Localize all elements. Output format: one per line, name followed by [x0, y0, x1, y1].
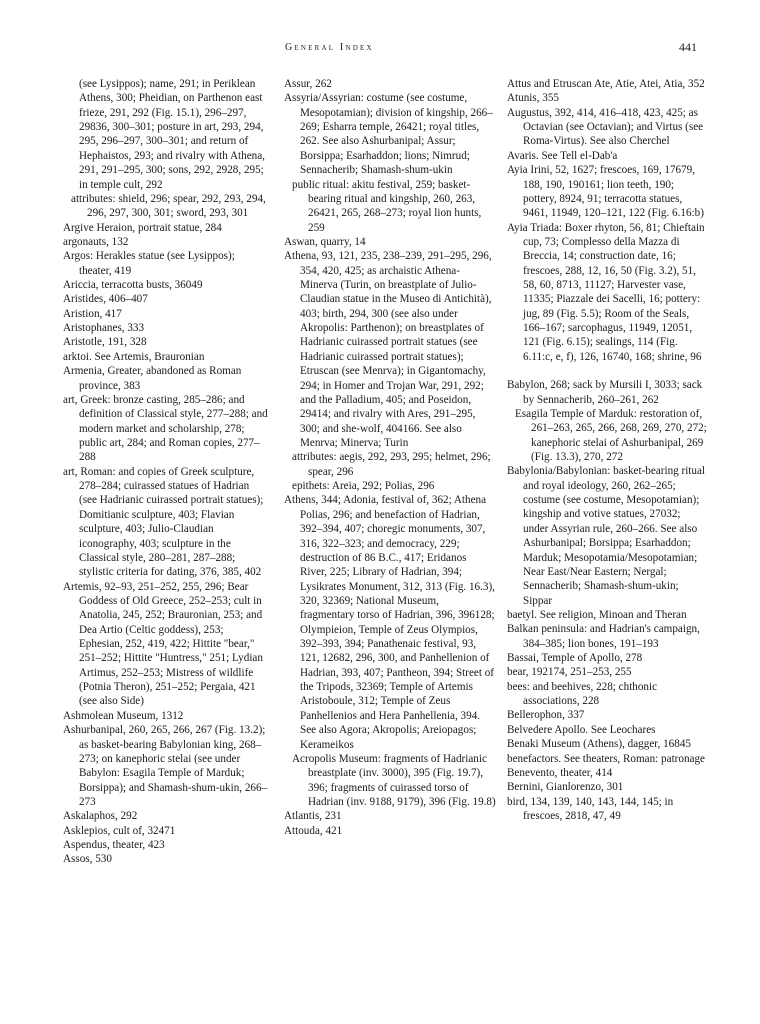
index-entry: Aristion, 417 — [63, 307, 122, 320]
index-subentry: public ritual: akitu festival, 259; basket-bearing ritual and kingship, 260, 263, 26421, 265, 268–273; royal lion hunts, 259 — [292, 178, 482, 234]
index-entry: Athena, 93, 121, 235, 238–239, 291–295, 296, 354, 420, 425; as archaistic Athena-Minerva (Turin, on breastplate of Julio-Claudian statue in the Museo di Antichità), 403; birth, 294, 300 (see also under Akropolis: Parthenon); on breastplates of Hadrianic cuirassed portrait statues (see Hadrianic cuirassed portrait statues); Etruscan (see Menrva); in Gigantomachy, 294; in Homer and Trojan War, 291, 292; and the Palladium, 405; and Poseidon, 29414; and rivalry with Ares, 291–295, 300; and she-wolf, 404166. See also Menrva; Minerva; Turin — [284, 250, 492, 449]
index-column-1 — [63, 77, 268, 867]
index-entry: baetyl. See religion, Minoan and Theran — [507, 608, 687, 621]
page-number: 441 — [679, 40, 697, 54]
index-subentry: Esagila Temple of Marduk: restoration of, 261–263, 265, 266, 268, 269, 270, 272; kanephoric stelai of Ashurbanipal, 269 (Fig. 13.3), 270, 272 — [515, 407, 707, 463]
index-entry: art, Greek: bronze casting, 285–286; and definition of Classical style, 277–288; and modern market and scholarship, 278; public art, 284; and Roman copies, 277–288 — [63, 393, 268, 464]
index-column-3 — [507, 77, 707, 823]
index-entry: Assur, 262 — [284, 78, 332, 90]
index-entry: argonauts, 132 — [63, 235, 129, 248]
index-entry: Ashurbanipal, 260, 265, 266, 267 (Fig. 13.2); as basket-bearing Babylonian king, 268–273; on kanephoric stelai (see under Babylon: Esagila Temple of Marduk; Borsippa); and Shamash-shum-ukin, 266–273 — [63, 724, 268, 808]
index-entry: Aswan, quarry, 14 — [284, 235, 366, 248]
index-column-2 — [284, 77, 496, 838]
index-entry: Armenia, Greater, abandoned as Roman province, 383 — [63, 365, 242, 392]
index-entry: Ashmolean Museum, 1312 — [63, 709, 184, 722]
running-title: General Index — [285, 42, 374, 53]
index-entry: (see Lysippos); name, 291; in Periklean Athens, 300; Pheidian, on Parthenon east frieze, 291, 292 (Fig. 15.1), 296–297, 29836, 300–301; posture in art, 293, 294, 295, 296–297, 300–301; and return of Hephaistos, 293; and rivalry with Athena, 291, 291–295, 300; sons, 292, 2928, 295; in temple cult, 292 — [79, 78, 265, 191]
index-entry: Athens, 344; Adonia, festival of, 362; Athena Polias, 296; and benefaction of Hadrian, 392–394, 407; choregic monuments, 307, 316, 322–323; and democracy, 229; destruction of 86 B.C., 417; Eridanos River, 225; Library of Hadrian, 394; Lysikrates Monument, 312, 313 (Fig. 16.3), 320, 32369; National Museum, fragmentary torso of Hadrian, 396, 396128; Olympieion, Temple of Zeus Olympios, 392–393, 394; Panathenaic festival, 93, 121, 12682, 296, 300, and Panhellenion of Hadrian, 393, 407; Pantheon, 394; Street of the Tripods, 32369; Temple of Artemis Aristoboule, 312; Temple of Zeus Panhellenios and Hera Panhellenia, 394. See also Agora; Akropolis; Areiopagos; Kerameikos — [284, 494, 495, 751]
index-entry: Bassai, Temple of Apollo, 278 — [507, 652, 643, 665]
index-entry: Argive Heraion, portrait statue, 284 — [63, 221, 222, 234]
index-entry: Babylonia/Babylonian: basket-bearing ritual and royal ideology, 260, 262–265; costume (see costume, Mesopotamian); kingship and votive statues, 27032; under Assyrian rule, 260–266. See also Ashurbanipal; Borsippa; Esarhaddon; Marduk; Mesopotamia/Mesopotamian; Near East/Near Eastern; Nergal; Sennacherib; Shamash-shum-ukin; Sippar — [507, 465, 706, 607]
index-entry: Babylon, 268; sack by Mursili I, 3033; sack by Sennacherib, 260–261, 262 — [507, 379, 703, 406]
index-entry: Benaki Museum (Athens), dagger, 16845 — [507, 738, 691, 751]
running-header — [0, 42, 760, 58]
index-entry: arktoi. See Artemis, Brauronian — [63, 350, 205, 363]
index-entry: Argos: Herakles statue (see Lysippos); theater, 419 — [63, 250, 235, 277]
index-entry: bees: and beehives, 228; chthonic associations, 228 — [507, 680, 658, 708]
index-entry: Bellerophon, 337 — [507, 709, 585, 722]
index-entry: Ayia Irini, 52, 1627; frescoes, 169, 17679, 188, 190, 190161; lion teeth, 190; pottery, 8924, 91; terracotta statues, 9461, 11949, 120–121, 122 (Fig. 6.16:b) — [507, 164, 704, 220]
index-entry: Avaris. See Tell el-Dab'a — [507, 149, 618, 162]
index-entry: Balkan peninsula: and Hadrian's campaign, 384–385; lion bones, 191–193 — [507, 623, 700, 650]
index-entry: Attus and Etruscan Ate, Atie, Atei, Atia, 352 — [507, 78, 705, 90]
index-entry: bird, 134, 139, 140, 143, 144, 145; in frescoes, 2818, 47, 49 — [507, 795, 674, 822]
index-entry: Augustus, 392, 414, 416–418, 423, 425; as Octavian (see Octavian); and Virtus (see Roma-Virtus). See also Cherchel — [507, 106, 704, 148]
index-subentry: attributes: shield, 296; spear, 292, 293, 294, 296, 297, 300, 301; sword, 293, 301 — [71, 192, 266, 220]
index-entry: Ayia Triada: Boxer rhyton, 56, 81; Chieftain cup, 73; Complesso della Mazza di Breccia, 14; construction date, 16; frescoes, 288, 12, 16, 50 (Fig. 3.2), 51, 58, 60, 8713, 11127; Harvester vase, 11335; Piazzale dei Sacelli, 16; pottery: jug, 89 (Fig. 5.5); Room of the Seals, 166–167; sarcophagus, 11949, 12051, 121 (Fig. 6.15); sealings, 114 (Fig. 6.11:c, e, f), 126, 16740, 168; shrine, 96 — [507, 221, 705, 363]
index-entry: Aristophanes, 333 — [63, 322, 145, 335]
index-subentry: epithets: Areia, 292; Polias, 296 — [292, 480, 435, 493]
index-entry: Assyria/Assyrian: costume (see costume, Mesopotamian); division of kingship, 266–269; Esharra temple, 26421; royal titles, 262. See also Ashurbanipal; Assur; Borsippa; Esarhaddon; lions; Nimrud; Sennacherib; Shamash-shum-ukin — [284, 92, 493, 177]
index-entry: Bernini, Gianlorenzo, 301 — [507, 781, 624, 794]
index-entry: Artemis, 92–93, 251–252, 255, 296; Bear Goddess of Old Greece, 252–253; cult in Anatolia, 245, 252; Brauronian, 253; and Dea Artio (Celtic goddess), 253; Ephesian, 252, 419, 422; Hittite "bear," 251–252; Hittite "Huntress," 251; Lydian Artimus, 252–253; Mistress of wildlife (Potnia Theron), 251–252; Pergaia, 421 (see also Side) — [63, 580, 263, 708]
index-entry: Assos, 530 — [63, 853, 112, 866]
index-subentry: Acropolis Museum: fragments of Hadrianic breastplate (inv. 3000), 395 (Fig. 19.7), 396; fragments of cuirassed torso of Hadrian (inv. 9188, 9179), 396 (Fig. 19.8) — [292, 752, 496, 808]
index-subentry: attributes: aegis, 292, 293, 295; helmet, 296; spear, 296 — [292, 451, 491, 478]
index-entry: Aristotle, 191, 328 — [63, 336, 147, 349]
index-entry: art, Roman: and copies of Greek sculpture, 278–284; cuirassed statues of Hadrian (see Hadrianic cuirassed portrait statues); Domitianic sculpture, 403; Flavian sculpture, 403; Julio-Claudian iconography, 403; sculpture in the Classical style, 280–281, 287–288; stylistic criteria for dating, 376, 385, 402 — [63, 465, 264, 579]
index-entry: Atunis, 355 — [507, 92, 559, 105]
index-entry: bear, 192174, 251–253, 255 — [507, 666, 632, 679]
index-entry: Benevento, theater, 414 — [507, 766, 613, 779]
index-entry: Belvedere Apollo. See Leochares — [507, 723, 656, 736]
index-entry: Atlantis, 231 — [284, 810, 342, 823]
index-entry: benefactors. See theaters, Roman: patronage — [507, 752, 705, 765]
index-entry: Attouda, 421 — [284, 824, 343, 837]
index-entry: Aspendus, theater, 423 — [63, 839, 165, 852]
index-entry: Asklepios, cult of, 32471 — [63, 824, 176, 837]
index-entry: Askalaphos, 292 — [63, 810, 138, 823]
index-entry: Ariccia, terracotta busts, 36049 — [63, 279, 203, 292]
index-entry: Aristides, 406–407 — [63, 293, 148, 306]
